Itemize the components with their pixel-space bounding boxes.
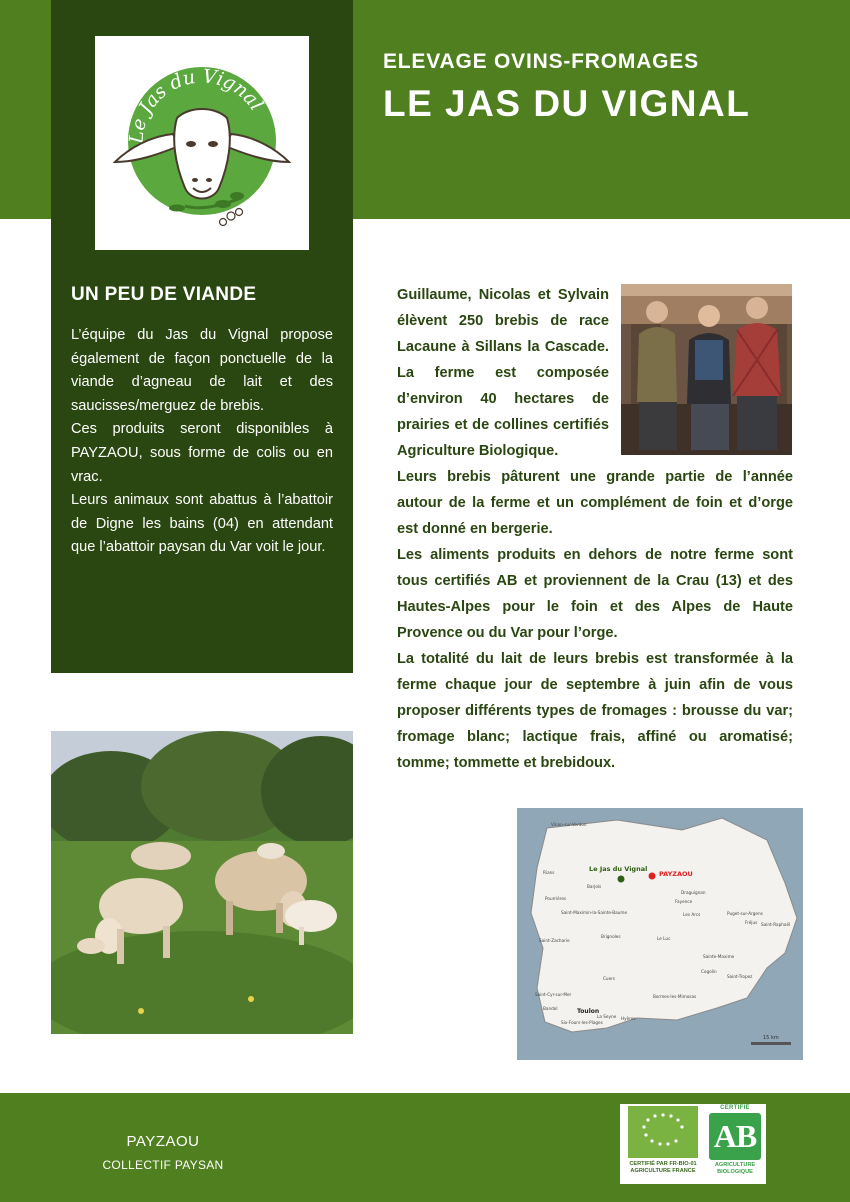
eu-caption: CERTIFIÉ PAR FR-BIO-01 AGRICULTURE FRANCE <box>629 1161 697 1174</box>
logo-text: Le Jas du Vignal <box>125 65 268 145</box>
map-town: Le Luc <box>657 936 671 941</box>
map-town: Sainte-Maxime <box>703 954 735 959</box>
page-title: LE JAS DU VIGNAL <box>383 83 751 124</box>
sheep-head-logo-icon <box>95 36 309 250</box>
ab-logo-icon: AB <box>709 1113 761 1160</box>
map-town: Saint-Raphaël <box>761 922 791 927</box>
map-town: Saint-Zacharie <box>539 938 570 943</box>
ab-caption: AGRICULTURE BIOLOGIQUE <box>714 1162 756 1175</box>
sidebar-paragraph: L’équipe du Jas du Vignal propose également de façon ponctuelle de la viande d’agneau de lait et des saucisses/merguez de brebis. <box>71 327 333 414</box>
map-town: Puget-sur-Argens <box>727 911 763 916</box>
footer-title: PAYZAOU <box>126 1133 200 1150</box>
farm-intro-text: Guillaume, Nicolas et Sylvain élèvent 250 brebis de race Lacaune à Sillans la Cascade. La ferme est composée d’environ 40 hectares de prairies et de collines certifiés Agriculture Biologique. <box>397 287 609 459</box>
sidebar-text <box>71 324 333 560</box>
map-town: Draguignan <box>681 890 706 895</box>
map-town: Fayence <box>675 899 693 904</box>
map-town: Hyères <box>621 1016 636 1021</box>
map-town: Six-Fours-les-Plages <box>561 1020 603 1025</box>
map-town: Bormes-les-Mimosas <box>653 994 697 999</box>
map-town: Cuers <box>603 976 616 981</box>
sheep-photo <box>51 731 353 1034</box>
eu-organic-leaf-icon <box>628 1106 698 1158</box>
map-town: La Seyne <box>597 1014 617 1019</box>
main-paragraph: La totalité du lait de leurs brebis est transformée à la ferme chaque jour de septembre à juin afin de vous proposer différents types de fromages : brousse du var; fromage blanc; lactique frais, affiné ou aromatisé; tomme; tommette et brebidoux. <box>397 651 793 771</box>
svg-text:PAYZAOU: PAYZAOU <box>659 870 693 878</box>
map-town: Vinon-sur-Verdon <box>551 822 587 827</box>
farmers-photo <box>621 284 792 455</box>
sidebar-paragraph: Leurs animaux sont abattus à l’abattoir de Digne les bains (04) en attendant que l’abattoir paysan du Var voit le jour. <box>71 492 333 556</box>
sidebar-paragraph: Ces produits seront disponibles à PAYZAOU, sous forme de colis ou en vrac. <box>71 421 333 485</box>
map-town: Barjols <box>587 884 602 889</box>
footer-subtitle: COLLECTIF PAYSAN <box>102 1158 224 1172</box>
map-town: Pourrières <box>545 896 567 901</box>
map-town: Saint-Tropez <box>727 974 753 979</box>
main-text <box>397 464 793 776</box>
map-town: Bandol <box>543 1006 558 1011</box>
map-town: Brignoles <box>601 934 621 939</box>
map-town: Toulon <box>577 1008 600 1015</box>
map-town: Fréjus <box>745 920 758 925</box>
map-town: Rians <box>543 870 555 875</box>
svg-text:15 km: 15 km <box>763 1035 779 1041</box>
map-town: Les Arcs <box>683 912 701 917</box>
ab-top-label: CERTIFIÉ <box>720 1105 750 1111</box>
region-map <box>517 808 803 1060</box>
organic-certification <box>620 1104 766 1184</box>
main-paragraph: Leurs brebis pâturent une grande partie de l’année autour de la ferme et un complément de foin et d’orge est donné en bergerie. <box>397 469 793 537</box>
map-town: Saint-Maximin-la-Sainte-Baume <box>561 910 628 915</box>
main-paragraph: Les aliments produits en dehors de notre ferme sont tous certifiés AB et proviennent de la Crau (13) et des Hautes-Alpes pour le foin et des Alpes de Haute Provence ou du Var pour l’orge. <box>397 547 793 641</box>
sidebar-heading: UN PEU DE VIANDE <box>71 284 257 305</box>
page-subtitle: ELEVAGE OVINS-FROMAGES <box>383 50 699 73</box>
farm-logo <box>95 36 309 250</box>
map-town: Saint-Cyr-sur-Mer <box>535 992 572 997</box>
map-town: Cogolin <box>701 969 717 974</box>
svg-text:Le Jas du Vignal: Le Jas du Vignal <box>589 865 648 873</box>
